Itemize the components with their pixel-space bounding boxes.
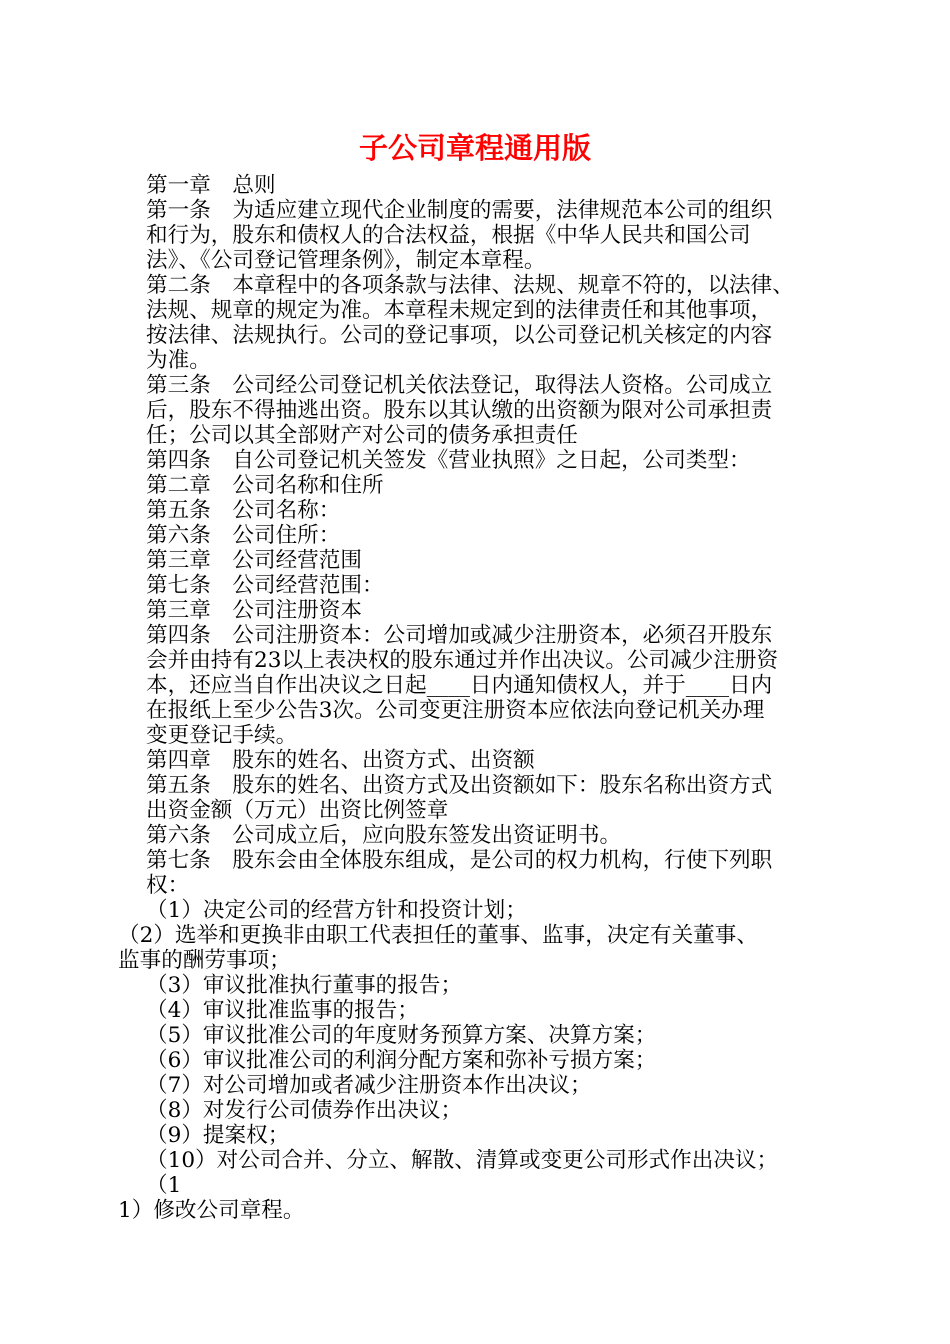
text-line: 第三条 公司经公司登记机关依法登记，取得法人资格。公司成立: [146, 373, 773, 398]
text-line: 和行为，股东和债权人的合法权益，根据《中华人民共和国公司: [146, 223, 751, 248]
text-line: 第三章 公司注册资本: [146, 598, 362, 623]
list-item: （7）对公司增加或者减少注册资本作出决议；: [146, 1073, 592, 1098]
list-item: （1: [146, 1173, 182, 1198]
list-item: （6）审议批准公司的利润分配方案和弥补亏损方案；: [146, 1048, 657, 1073]
list-item: （4）审议批准监事的报告；: [146, 998, 419, 1023]
text-line: 第七条 公司经营范围：: [146, 573, 384, 598]
list-item: （10）对公司合并、分立、解散、清算或变更公司形式作出决议；: [146, 1148, 779, 1173]
text-line: 第六条 公司住所：: [146, 523, 341, 548]
text-line: 监事的酬劳事项；: [118, 948, 291, 973]
text-line: 第三章 公司经营范围: [146, 548, 362, 573]
text-line: 第二条 本章程中的各项条款与法律、法规、规章不符的，以法律、: [146, 273, 794, 298]
text-line: 变更登记手续。: [146, 723, 298, 748]
text-line: 第一条 为适应建立现代企业制度的需要，法律规范本公司的组织: [146, 198, 773, 223]
text-line: 第七条 股东会由全体股东组成，是公司的权力机构，行使下列职: [146, 848, 773, 873]
text-line: 第四条 公司注册资本：公司增加或减少注册资本，必须召开股东: [146, 623, 773, 648]
text-line: 出资金额（万元）出资比例签章: [146, 798, 449, 823]
text-line: 第五条 公司名称：: [146, 498, 341, 523]
list-item: （1）决定公司的经营方针和投资计划；: [146, 898, 527, 923]
text-line: 权：: [146, 873, 190, 898]
list-item: （8）对发行公司债券作出决议；: [146, 1098, 463, 1123]
list-item: （3）审议批准执行董事的报告；: [146, 973, 463, 998]
text-line: 法》、《公司登记管理条例》，制定本章程。: [146, 248, 546, 273]
text-line: 本，还应当自作出决议之日起____日内通知债权人，并于____日内: [146, 673, 773, 698]
text-line: 会并由持有23以上表决权的股东通过并作出决议。公司减少注册资: [146, 648, 779, 673]
list-item: 1）修改公司章程。: [118, 1198, 305, 1223]
text-line: 第四条 自公司登记机关签发《营业执照》之日起，公司类型：: [146, 448, 751, 473]
text-line: 法规、规章的规定为准。本章程未规定到的法律责任和其他事项，: [146, 298, 773, 323]
text-line: 第二章 公司名称和住所: [146, 473, 384, 498]
list-item: （5）审议批准公司的年度财务预算方案、决算方案；: [146, 1023, 657, 1048]
text-line: 在报纸上至少公告3次。公司变更注册资本应依法向登记机关办理: [146, 698, 765, 723]
text-line: 后，股东不得抽逃出资。股东以其认缴的出资额为限对公司承担责: [146, 398, 773, 423]
text-line: 为准。: [146, 348, 211, 373]
text-line: 第六条 公司成立后，应向股东签发出资证明书。: [146, 823, 622, 848]
text-line: 按法律、法规执行。公司的登记事项，以公司登记机关核定的内容: [146, 323, 773, 348]
text-line: 第四章 股东的姓名、出资方式、出资额: [146, 748, 535, 773]
text-line: 任；公司以其全部财产对公司的债务承担责任: [146, 423, 578, 448]
document-title: 子公司章程通用版: [358, 131, 591, 165]
text-line: 第五条 股东的姓名、出资方式及出资额如下：股东名称出资方式: [146, 773, 773, 798]
text-line: 第一章 总则: [146, 173, 276, 198]
list-item: （9）提案权；: [146, 1123, 290, 1148]
list-item: （2）选举和更换非由职工代表担任的董事、监事，决定有关董事、: [118, 923, 758, 948]
